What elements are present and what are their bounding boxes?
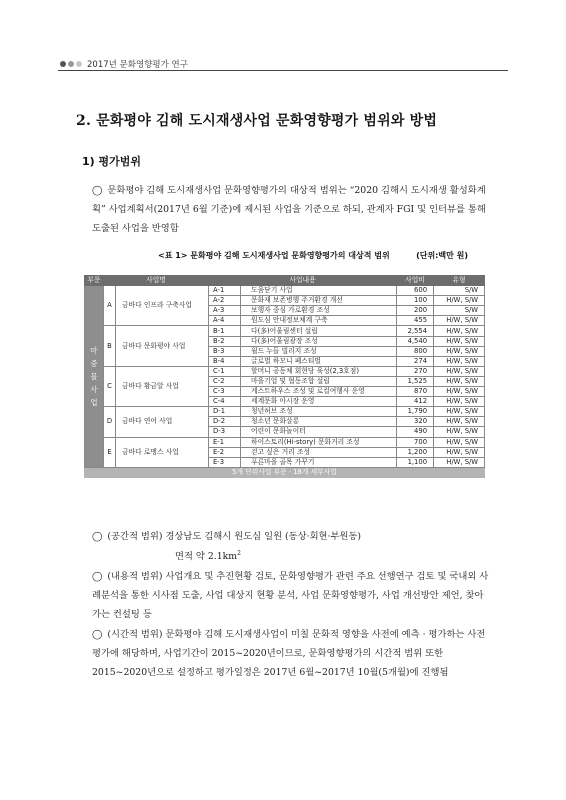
item-type-cell: H/W, S/W: [434, 376, 485, 386]
item-code-cell: A-2: [209, 296, 241, 306]
item-type-cell: H/W, S/W: [434, 346, 485, 356]
item-type-cell: H/W, S/W: [434, 326, 485, 336]
table-row: [85, 437, 485, 447]
item-type-cell: H/W, S/W: [434, 296, 485, 306]
item-code-cell: E-2: [209, 447, 241, 457]
intro-text: 문화평야 김해 도시재생사업 문화영향평가의 대상적 범위는 “2020 김해시 도시재생 활성화계획” 사업계획서(2017년 6월 기준)에 제시된 사업을 기준으로 하되, 관계자 FGI 및 인터뷰를 통해 도출된 사업을 반영함: [92, 185, 486, 234]
item-cost-cell: 270: [397, 366, 434, 376]
group-code-cell: B: [104, 326, 116, 366]
item-cost-cell: 1,100: [397, 457, 434, 467]
item-code-cell: C-1: [209, 366, 241, 376]
group-code-cell: C: [104, 366, 116, 406]
circle-bullet-icon: ◯: [92, 571, 103, 582]
item-cost-cell: 274: [397, 356, 434, 366]
item-code-cell: B-1: [209, 326, 241, 336]
col-header-cost: 사업비: [397, 276, 434, 286]
item-content-cell: 글로벌 하모니 페스티벌: [241, 356, 397, 366]
item-cost-cell: 4,540: [397, 336, 434, 346]
intro-paragraph: [92, 181, 492, 238]
item-cost-cell: 412: [397, 397, 434, 407]
table-row: [85, 366, 485, 376]
item-type-cell: H/W, S/W: [434, 437, 485, 447]
item-cost-cell: 490: [397, 427, 434, 437]
header-text: 2017년 문화영향평가 연구: [87, 60, 188, 70]
item-code-cell: D-2: [209, 417, 241, 427]
item-cost-cell: 1,790: [397, 407, 434, 417]
item-content-cell: 마을기업 및 협동조합 설립: [241, 376, 397, 386]
item-code-cell: D-1: [209, 407, 241, 417]
item-content-cell: 다(多)어울림센터 설립: [241, 326, 397, 336]
item-content-cell: 문화재 보존병행 주거환경 개선: [241, 296, 397, 306]
item-cost-cell: 320: [397, 417, 434, 427]
group-name-cell: 금바다 문화평야 사업: [116, 326, 209, 366]
table-footer-row: [85, 467, 485, 477]
spatial-scope-text: (공간적 범위) 경상남도 김해시 원도심 일원 (동상·회현·부원동): [107, 531, 362, 542]
temporal-scope-paragraph: [92, 625, 492, 682]
item-cost-cell: 2,554: [397, 326, 434, 336]
item-code-cell: A-1: [209, 286, 241, 296]
item-content-cell: 보행자 중심 가로환경 조성: [241, 306, 397, 316]
header-dot-icon: [68, 61, 74, 67]
item-content-cell: 청소년 문화살롱: [241, 417, 397, 427]
item-cost-cell: 200: [397, 306, 434, 316]
item-type-cell: H/W, S/W: [434, 407, 485, 417]
item-code-cell: D-3: [209, 427, 241, 437]
group-code-cell: E: [104, 437, 116, 467]
header-dot-icon: [60, 61, 66, 67]
temporal-scope-text: (시간적 범위) 문화평야 김해 도시재생사업이 미칠 문화적 영향을 사전에 예측 · 평가하는 사전평가에 해당하며, 사업기간이 2015~2020년이므로, 문화영향평가의 시간적 범위 또한 2015~2020년으로 설정하고 평가일정은 2017년 6월~2017년 10월(5개월)에 진행됨: [92, 629, 486, 678]
item-type-cell: H/W, S/W: [434, 397, 485, 407]
item-content-cell: 다(多)어울림광장 조성: [241, 336, 397, 346]
table-header-row: [85, 276, 485, 286]
group-name-cell: 금바다 황금알 사업: [116, 366, 209, 406]
item-cost-cell: 600: [397, 286, 434, 296]
item-type-cell: H/W, S/W: [434, 387, 485, 397]
circle-bullet-icon: ◯: [92, 531, 103, 542]
group-name-cell: 금바다 로맹스 사업: [116, 437, 209, 467]
item-code-cell: B-2: [209, 336, 241, 346]
item-content-cell: 게스트하우스 조성 및 로컬여행사 운영: [241, 387, 397, 397]
item-type-cell: H/W, S/W: [434, 457, 485, 467]
item-code-cell: E-1: [209, 437, 241, 447]
area-value: 면적 약 2.1km: [175, 551, 238, 562]
header-dot-icon: [76, 61, 82, 67]
item-code-cell: A-4: [209, 316, 241, 326]
item-content-cell: 도움닫기 사업: [241, 286, 397, 296]
item-content-cell: 걷고 싶은 거리 조성: [241, 447, 397, 457]
group-code-cell: D: [104, 407, 116, 437]
item-content-cell: 월드 누들 빌리지 조성: [241, 346, 397, 356]
item-type-cell: S/W: [434, 306, 485, 316]
scope-table: [84, 275, 485, 478]
item-cost-cell: 700: [397, 437, 434, 447]
item-code-cell: A-3: [209, 306, 241, 316]
table-row: [85, 407, 485, 417]
item-content-cell: 하이스토리(Hi-story) 문화거리 조성: [241, 437, 397, 447]
group-code-cell: A: [104, 286, 116, 326]
table-row: [85, 286, 485, 296]
item-code-cell: E-3: [209, 457, 241, 467]
item-type-cell: H/W, S/W: [434, 336, 485, 346]
content-scope-paragraph: [92, 567, 492, 624]
running-header: [60, 58, 188, 70]
item-type-cell: H/W, S/W: [434, 417, 485, 427]
item-content-cell: 푸른마을 골목 가꾸기: [241, 457, 397, 467]
item-code-cell: B-3: [209, 346, 241, 356]
item-content-cell: 할머니 공동체 회현당 육성(2,3호점): [241, 366, 397, 376]
group-name-cell: 금바다 연어 사업: [116, 407, 209, 437]
content-scope-text: (내용적 범위) 사업개요 및 추진현황 검토, 문화영향평가 관련 주요 선행연구 검토 및 국내외 사례분석을 통한 시사점 도출, 사업 대상지 현황 분석, 사업 문화영향평가, 사업 개선방안 제언, 찾아가는 컨설팅 등: [92, 571, 489, 620]
item-content-cell: 청년허브 조성: [241, 407, 397, 417]
item-content-cell: 세계문화 아시장 운영: [241, 397, 397, 407]
item-cost-cell: 1,200: [397, 447, 434, 457]
header-divider: [58, 70, 508, 71]
item-code-cell: B-4: [209, 356, 241, 366]
item-code-cell: C-2: [209, 376, 241, 386]
table-row: [85, 326, 485, 336]
item-content-cell: 원도심 안내정보체계 구축: [241, 316, 397, 326]
item-cost-cell: 800: [397, 346, 434, 356]
item-content-cell: 어린이 문화놀이터: [241, 427, 397, 437]
col-header-project: 사업명: [104, 276, 209, 286]
area-superscript: 2: [237, 549, 241, 557]
item-cost-cell: 455: [397, 316, 434, 326]
item-cost-cell: 870: [397, 387, 434, 397]
item-type-cell: S/W: [434, 286, 485, 296]
item-code-cell: C-3: [209, 387, 241, 397]
item-type-cell: H/W, S/W: [434, 356, 485, 366]
table-footer: 5개 단위사업 부문 · 18개 세부사업: [85, 467, 485, 477]
item-code-cell: C-4: [209, 397, 241, 407]
area-text: [175, 548, 241, 562]
table-unit: (단위:백만 원): [416, 251, 468, 260]
circle-bullet-icon: ◯: [92, 629, 103, 640]
group-name-cell: 금바다 인프라 구축사업: [116, 286, 209, 326]
section-title: 2. 문화평야 김해 도시재생사업 문화영향평가 범위와 방법: [76, 113, 438, 129]
item-type-cell: H/W, S/W: [434, 447, 485, 457]
item-type-cell: H/W, S/W: [434, 366, 485, 376]
spatial-scope-paragraph: [92, 527, 492, 546]
col-header-content: 사업내용: [209, 276, 397, 286]
item-cost-cell: 100: [397, 296, 434, 306]
circle-bullet-icon: ◯: [92, 185, 103, 196]
subsection-title: 1) 평가범위: [82, 155, 142, 168]
col-header-part: 부문: [85, 276, 104, 286]
part-cell: 마중물사업: [85, 286, 104, 468]
item-cost-cell: 1,525: [397, 376, 434, 386]
table-caption-title: <표 1> 문화평야 김해 도시재생사업 문화영향평가의 대상적 범위: [158, 251, 390, 260]
item-type-cell: H/W, S/W: [434, 316, 485, 326]
item-type-cell: H/W, S/W: [434, 427, 485, 437]
col-header-type: 유형: [434, 276, 485, 286]
